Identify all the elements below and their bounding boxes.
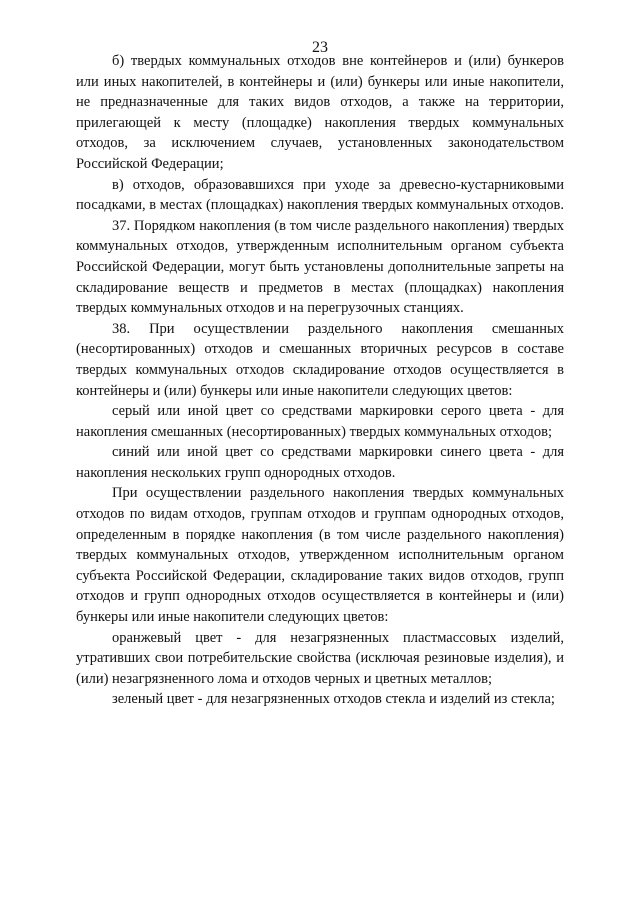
paragraph-blue-container: синий или иной цвет со средствами маркировки синего цвета - для накопления нескольких групп однородных отходов. bbox=[76, 444, 564, 481]
paragraph-37-additional-prohibitions: 37. Порядком накопления (в том числе раздельного накопления) твердых коммунальных отходов, утвержденным исполнительным органом субъекта Российской Федерации, могут быть установлены дополнительные запреты на складирование веществ и предметов в местах (площадках) накопления твердых коммунальных отходов и на перегрузочных станциях. bbox=[76, 217, 564, 317]
paragraph-grey-container: серый или иной цвет со средствами маркировки серого цвета - для накопления смешанных (несортированных) твердых коммунальных отходов; bbox=[76, 403, 564, 440]
paragraph-b-municipal-waste-outside-containers: б) твердых коммунальных отходов вне контейнеров и (или) бункеров или иных накопителей, в контейнеры и (или) бункеры или иные накопители, не предназначенные для таких видов отходов, а также на территории, прилегающей к месту (площадке) накопления твердых коммунальных отходов, за исключением случаев, установленных законодательством Российской Федерации; bbox=[76, 53, 564, 172]
paragraph-v-tree-shrub-waste: в) отходов, образовавшихся при уходе за древесно-кустарниковыми посадками, в местах (площадках) накопления твердых коммунальных отходов. bbox=[76, 176, 565, 214]
paragraph-orange-container: оранжевый цвет - для незагрязненных пластмассовых изделий, утративших свои потребительские свойства (исключая резиновые изделия), и (или) незагрязненного лома и отходов черных и цветных металлов; bbox=[76, 629, 564, 687]
page-number: 23 bbox=[312, 39, 328, 56]
paragraph-38-container-colors: 38. При осуществлении раздельного накопления смешанных (несортированных) отходов и смешанных вторичных ресурсов в составе твердых коммунальных отходов складирование отходов осуществляется в контейнеры и (или) бункеры или иные накопители следующих цветов: bbox=[76, 320, 564, 399]
body-text bbox=[76, 51, 564, 710]
paragraph-separate-accumulation-by-type: При осуществлении раздельного накопления твердых коммунальных отходов по видам отходов, группам отходов и группам однородных отходов, определенным в порядке накопления (в том числе раздельного накопления) твердых коммунальных отходов, утвержденном исполнительным органом субъекта Российской Федерации, складирование таких видов отходов, групп отходов и групп однородных отходов осуществляется в контейнеры и (или) бункеры или иные накопители следующих цветов: bbox=[76, 485, 564, 626]
paragraph-green-container: зеленый цвет - для незагрязненных отходов стекла и изделий из стекла; bbox=[112, 691, 555, 708]
